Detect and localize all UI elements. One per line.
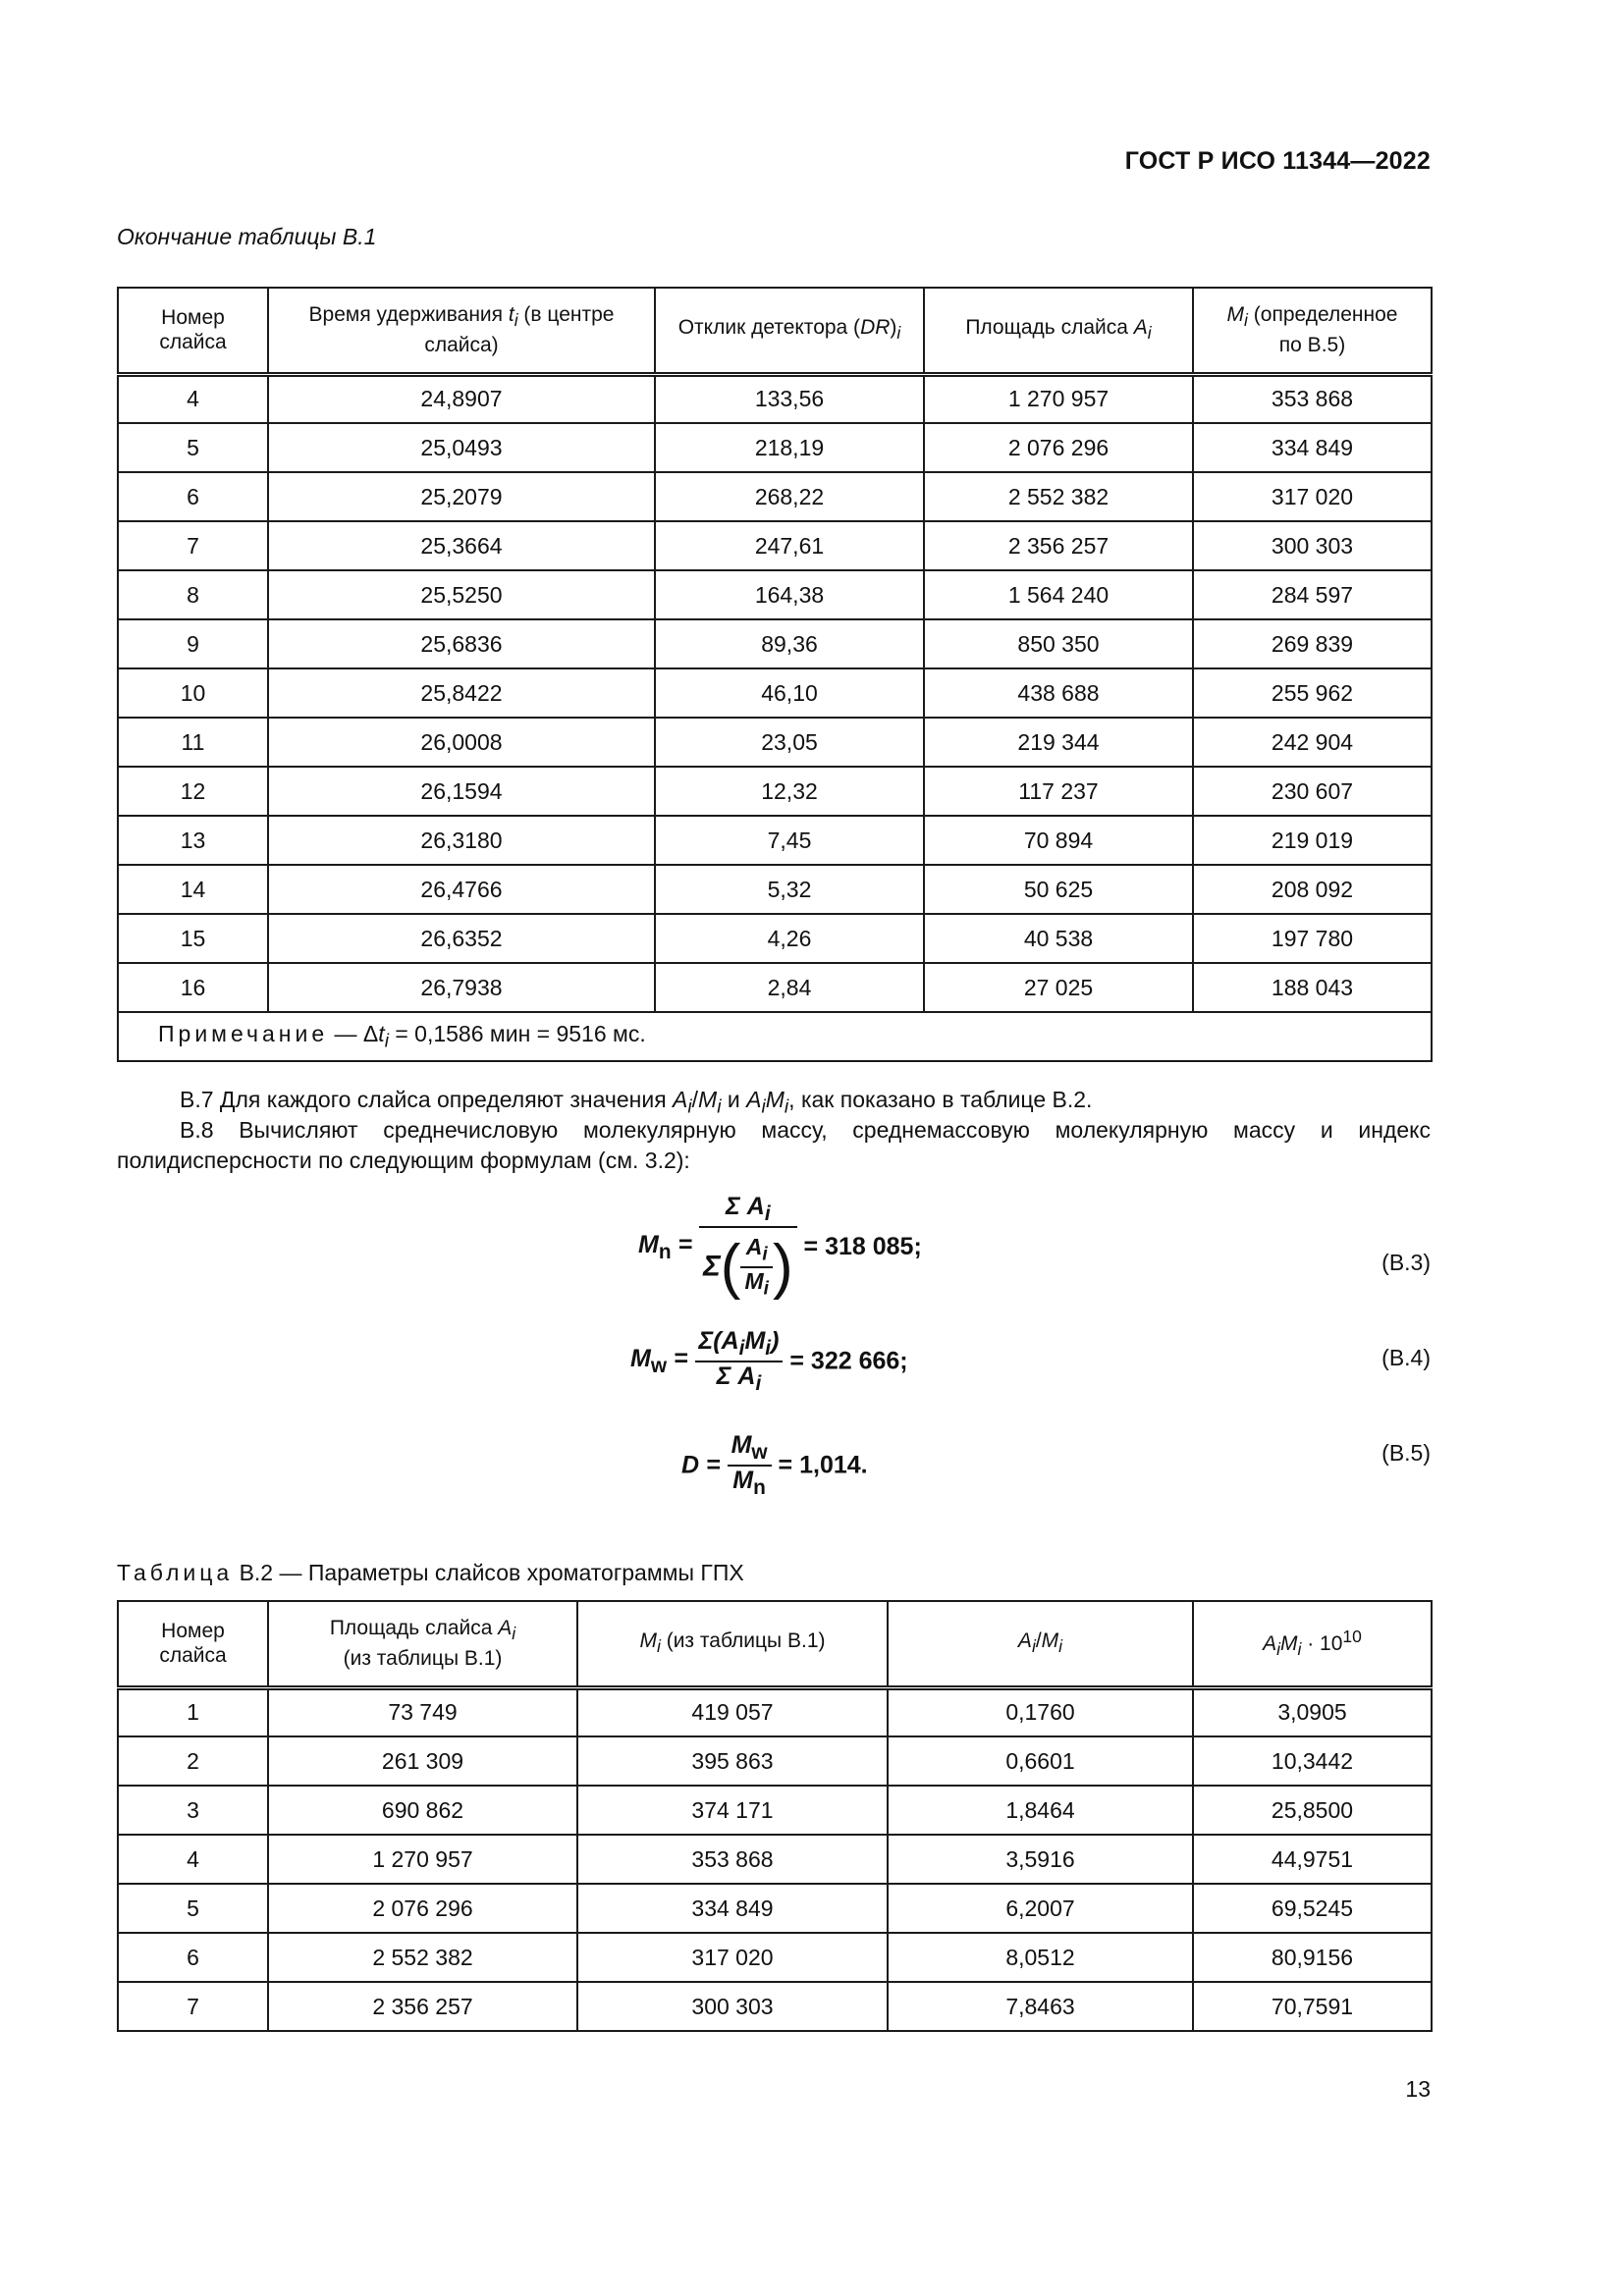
table-cell: 219 344 <box>924 718 1193 767</box>
table-b2 <box>117 1600 1433 2032</box>
table-cell: 70 894 <box>924 816 1193 865</box>
table-row <box>118 1884 1432 1933</box>
table-cell: 255 962 <box>1193 668 1432 718</box>
paragraph-b7: В.7 Для каждого слайса определяют значения $A_i/M_i$ и $A_iM_i$, как показано в таблице В.2. <box>180 1087 1093 1118</box>
table-cell: 197 780 <box>1193 914 1432 963</box>
table-cell: 26,6352 <box>268 914 655 963</box>
table-cell: 9 <box>118 619 268 668</box>
column-header-slice-area: Площадь слайса $A_i$ (из таблицы В.1) <box>268 1601 577 1687</box>
table-cell: 230 607 <box>1193 767 1432 816</box>
table-cell: 242 904 <box>1193 718 1432 767</box>
formula-b4: $M_w$ = $\frac{\Sigma(A_iM_i)}{\Sigma A_i}$ = 322 666; <box>630 1327 908 1395</box>
table-cell: 4 <box>118 374 268 423</box>
table-cell: 26,3180 <box>268 816 655 865</box>
table-cell: 25,2079 <box>268 472 655 521</box>
table-row <box>118 1835 1432 1884</box>
table-cell: 26,4766 <box>268 865 655 914</box>
table-cell: 2 <box>118 1736 268 1786</box>
table-cell: 26,1594 <box>268 767 655 816</box>
table-cell: 16 <box>118 963 268 1012</box>
table-cell: 4 <box>118 1835 268 1884</box>
table-cell: 2 076 296 <box>924 423 1193 472</box>
table-cell: 300 303 <box>577 1982 888 2031</box>
table-cell: 1 <box>118 1687 268 1736</box>
formula-b5-number: (В.5) <box>1381 1440 1431 1466</box>
table-cell: 8,0512 <box>888 1933 1193 1982</box>
table-cell: 269 839 <box>1193 619 1432 668</box>
table-cell: 0,1760 <box>888 1687 1193 1736</box>
table-cell: 5 <box>118 423 268 472</box>
table-cell: 10,3442 <box>1193 1736 1432 1786</box>
table-cell: 261 309 <box>268 1736 577 1786</box>
table-cell: 69,5245 <box>1193 1884 1432 1933</box>
table-cell: 374 171 <box>577 1786 888 1835</box>
table-row <box>118 1933 1432 1982</box>
table-cell: 6 <box>118 472 268 521</box>
column-header-area-times-mass: $A_iM_i \cdot 10^{10}$ <box>1193 1601 1432 1687</box>
table-cell: 3,0905 <box>1193 1687 1432 1736</box>
formula-b3: $M_n$ = Σ $A_i$ Σ( $\frac{A_i}{M_i}$ ) = 318 085; <box>638 1193 922 1301</box>
table-cell: 1 564 240 <box>924 570 1193 619</box>
table-row <box>118 374 1432 423</box>
table-b1-note: Примечание — $\Delta t_i = 0,1586$ мин = 9516 мс. <box>118 1012 1432 1061</box>
table-cell: 247,61 <box>655 521 924 570</box>
page-number: 13 <box>1405 2076 1431 2102</box>
table-cell: 14 <box>118 865 268 914</box>
table-row <box>118 865 1432 914</box>
table-row <box>118 1786 1432 1835</box>
table-cell: 12 <box>118 767 268 816</box>
table-cell: 4,26 <box>655 914 924 963</box>
table-cell: 300 303 <box>1193 521 1432 570</box>
column-header-slice-area: Площадь слайса $A_i$ <box>924 288 1193 374</box>
column-header-molar-mass: $M_i$ (определенное по В.5) <box>1193 288 1432 374</box>
table-cell: 40 538 <box>924 914 1193 963</box>
table-cell: 5,32 <box>655 865 924 914</box>
table-b2-header-row <box>118 1601 1432 1687</box>
table-row <box>118 816 1432 865</box>
table-note-row <box>118 1012 1432 1061</box>
table-b1-continuation-caption: Окончание таблицы В.1 <box>117 224 377 249</box>
table-cell: 438 688 <box>924 668 1193 718</box>
table-cell: 1,8464 <box>888 1786 1193 1835</box>
table-cell: 6,2007 <box>888 1884 1193 1933</box>
table-cell: 11 <box>118 718 268 767</box>
table-cell: 1 270 957 <box>924 374 1193 423</box>
table-row <box>118 472 1432 521</box>
column-header-retention-time: Время удерживания $t_i$ (в центре слайса) <box>268 288 655 374</box>
table-cell: 2 552 382 <box>924 472 1193 521</box>
table-cell: 284 597 <box>1193 570 1432 619</box>
table-cell: 395 863 <box>577 1736 888 1786</box>
table-cell: 218,19 <box>655 423 924 472</box>
table-cell: 7,45 <box>655 816 924 865</box>
table-cell: 8 <box>118 570 268 619</box>
table-row <box>118 570 1432 619</box>
table-cell: 5 <box>118 1884 268 1933</box>
table-cell: 24,8907 <box>268 374 655 423</box>
table-cell: 2 356 257 <box>268 1982 577 2031</box>
table-b2-caption: Таблица В.2 — Параметры слайсов хроматограммы ГПХ <box>117 1560 744 1585</box>
table-row <box>118 1736 1432 1786</box>
table-cell: 334 849 <box>1193 423 1432 472</box>
table-cell: 317 020 <box>577 1933 888 1982</box>
table-b1-header-row <box>118 288 1432 374</box>
formula-b3-number: (В.3) <box>1381 1250 1431 1275</box>
table-cell: 353 868 <box>577 1835 888 1884</box>
table-cell: 7 <box>118 521 268 570</box>
table-cell: 690 862 <box>268 1786 577 1835</box>
table-cell: 133,56 <box>655 374 924 423</box>
table-row <box>118 619 1432 668</box>
table-row <box>118 521 1432 570</box>
table-cell: 27 025 <box>924 963 1193 1012</box>
table-cell: 25,8500 <box>1193 1786 1432 1835</box>
table-cell: 26,0008 <box>268 718 655 767</box>
table-cell: 6 <box>118 1933 268 1982</box>
table-cell: 25,0493 <box>268 423 655 472</box>
column-header-slice-number: Номер слайса <box>118 1601 268 1687</box>
paragraph-b8: В.8 Вычисляют среднечисловую молекулярную массу, среднемассовую молекулярную массу и индекс полидисперсности по следующим формулам (см. 3.2): <box>117 1117 1431 1173</box>
formula-b5: D = $\frac{M_w}{M_n}$ = 1,014. <box>681 1431 868 1499</box>
table-cell: 317 020 <box>1193 472 1432 521</box>
table-cell: 89,36 <box>655 619 924 668</box>
table-cell: 12,32 <box>655 767 924 816</box>
table-cell: 26,7938 <box>268 963 655 1012</box>
table-cell: 219 019 <box>1193 816 1432 865</box>
table-cell: 46,10 <box>655 668 924 718</box>
table-cell: 0,6601 <box>888 1736 1193 1786</box>
table-cell: 23,05 <box>655 718 924 767</box>
column-header-detector-response: Отклик детектора $(DR)_i$ <box>655 288 924 374</box>
table-cell: 188 043 <box>1193 963 1432 1012</box>
column-header-area-over-mass: $A_i/M_i$ <box>888 1601 1193 1687</box>
table-cell: 10 <box>118 668 268 718</box>
table-cell: 334 849 <box>577 1884 888 1933</box>
table-cell: 7 <box>118 1982 268 2031</box>
table-cell: 1 270 957 <box>268 1835 577 1884</box>
column-header-molar-mass: $M_i$ (из таблицы В.1) <box>577 1601 888 1687</box>
table-cell: 25,8422 <box>268 668 655 718</box>
table-cell: 15 <box>118 914 268 963</box>
table-cell: 419 057 <box>577 1687 888 1736</box>
table-cell: 2,84 <box>655 963 924 1012</box>
table-row <box>118 963 1432 1012</box>
document-id: ГОСТ Р ИСО 11344—2022 <box>1124 147 1431 175</box>
table-cell: 73 749 <box>268 1687 577 1736</box>
table-cell: 7,8463 <box>888 1982 1193 2031</box>
table-cell: 353 868 <box>1193 374 1432 423</box>
table-cell: 80,9156 <box>1193 1933 1432 1982</box>
table-cell: 208 092 <box>1193 865 1432 914</box>
table-row <box>118 767 1432 816</box>
table-row <box>118 914 1432 963</box>
table-cell: 44,9751 <box>1193 1835 1432 1884</box>
table-row <box>118 1982 1432 2031</box>
table-row <box>118 718 1432 767</box>
table-cell: 850 350 <box>924 619 1193 668</box>
table-cell: 3,5916 <box>888 1835 1193 1884</box>
table-cell: 117 237 <box>924 767 1193 816</box>
table-cell: 25,3664 <box>268 521 655 570</box>
table-cell: 2 076 296 <box>268 1884 577 1933</box>
column-header-slice-number: Номер слайса <box>118 288 268 374</box>
table-cell: 2 552 382 <box>268 1933 577 1982</box>
table-row <box>118 423 1432 472</box>
table-cell: 2 356 257 <box>924 521 1193 570</box>
table-cell: 25,6836 <box>268 619 655 668</box>
table-row <box>118 668 1432 718</box>
formula-b4-number: (В.4) <box>1381 1345 1431 1370</box>
table-cell: 70,7591 <box>1193 1982 1432 2031</box>
table-cell: 164,38 <box>655 570 924 619</box>
table-cell: 50 625 <box>924 865 1193 914</box>
table-cell: 3 <box>118 1786 268 1835</box>
table-cell: 268,22 <box>655 472 924 521</box>
table-cell: 13 <box>118 816 268 865</box>
table-b1 <box>117 287 1433 1062</box>
table-row <box>118 1687 1432 1736</box>
table-cell: 25,5250 <box>268 570 655 619</box>
